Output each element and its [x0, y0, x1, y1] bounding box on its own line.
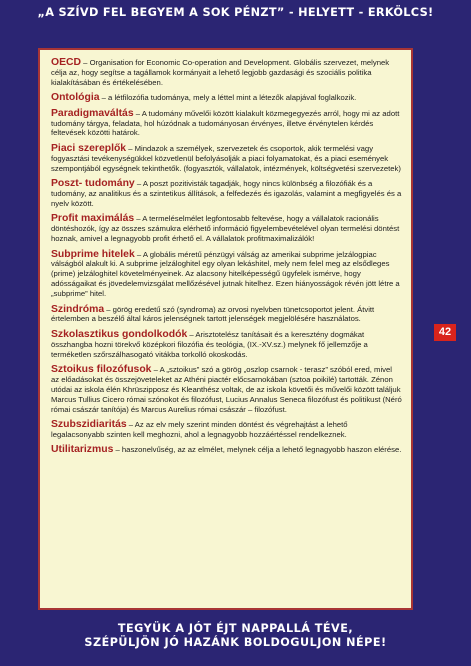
glossary-term: Szindróma	[51, 303, 105, 315]
glossary-term: Profit maximálás	[51, 213, 135, 225]
glossary-entry	[51, 93, 402, 103]
glossary-definition: – A termeléselmélet legfontosabb feltevése, hogy a vállalatok racionális döntéshozók, így az összes számukra elérhető információ figyelembevételével olyan termelési döntést hoznak, amivel a legnagyobb profit érhető el. A vállalatok profitmaximalizálók!	[51, 214, 400, 244]
glossary-entry	[51, 445, 402, 455]
glossary-term: Piaci szereplők	[51, 142, 127, 154]
glossary-term: Ontológia	[51, 92, 100, 104]
glossary-entry	[51, 214, 402, 244]
glossary-entry	[51, 420, 402, 440]
glossary-entry	[51, 179, 402, 209]
glossary-definition: – A globális méretű pénzügyi válság az amerikai subprime jelzálogpiac válságból alakult ki. A subprime jelzáloghitel egy olyan lekáshitel, mely nem felel meg az elsődleges (prime) jelzáloghitel követelményeinek. Az alacsony hitelképességű ügyfelek ismérve, hogy adósságaikat és jövedelemvizsgálat mellőzésével jutnak hitelhez. Ezen hiányosságok révén jött létre a „subprime” hitel.	[51, 249, 400, 299]
glossary-definition: – görög eredetű szó (syndroma) az orvosi nyelvben tünetcsoportot jelent. Átvitt értelemben a beszélő által káros jelenségnek tartott jelenségek megjelölésére használatos.	[51, 304, 375, 324]
glossary-term: Sztoikus filozófusok	[51, 364, 152, 376]
page-number-badge: 42	[434, 324, 456, 341]
glossary-term: Poszt- tudomány	[51, 178, 135, 190]
glossary-term: Szubszidiaritás	[51, 419, 127, 431]
glossary-term: Szkolasztikus gondolkodók	[51, 328, 188, 340]
glossary-definition: – A poszt pozitivisták tagadják, hogy nincs különbség a filozófiák és a tudomány, az analitikus és a szintetikus állítások, a felfedezés és igazolás, valamint a megfigyelés és a nyelv között.	[51, 179, 402, 208]
glossary-definition: – Az az elv mely szerint minden döntést és végrehajtást a lehető legalacsonyabb szinten kell meghozni, ahol a legnagyobb hozzáértéssel rendelkeznek.	[51, 420, 348, 439]
footer-slogan-line: SZÉPÜLJÖN JÓ HAZÁNK BOLDOGULJON NÉPE!	[84, 636, 387, 649]
glossary-definition: – A „sztoikus” szó a görög „oszlop csarnok - terasz” szóból ered, mivel az előadásokat és összejöveteleket az Athéni piactér előcsarnokában (sztoa poikilé) tartották. Zénon utódai az iskola élén Khrüszipposz és Kleanthész voltak, de az iskola követői és művelői között találjuk Marcus Tullius Cicero római szónokot és filozófust, Lucius Annalus Seneca filozófust és politikust (Néró római császár tanítója) és Marcus Aurelius római császár – filozófust.	[51, 365, 402, 414]
footer-slogan	[0, 622, 471, 650]
glossary-entry	[51, 109, 402, 139]
glossary-entry	[51, 58, 402, 88]
glossary-entry	[51, 250, 402, 300]
glossary-definition: – A tudomány művelői között kialakult közmegegyezés arról, hogy mi az adott tudomány tárgya, feladata, hol húzódnak a tudományosan érvényes, illetve érvénytelen kérdés feltevések közötti határok.	[51, 108, 400, 138]
glossary-term: OECD	[51, 57, 82, 68]
glossary-entry	[51, 365, 402, 415]
glossary-entry	[51, 305, 402, 325]
glossary-entry	[51, 144, 402, 174]
glossary-definition: – haszonelvűség, az az elmélet, melynek célja a lehető legnagyobb haszon elérése.	[113, 445, 402, 455]
glossary-definition: – Mindazok a személyek, szervezetek és csoportok, akik termelési vagy fogyasztási tevékenységükkel közvetlenül befolyásolják a piaci folyamatokat, és a piaci események szempontjából egységnek tekinthetők. (fogyasztók, vállalatok, intézmények, költségvetési szervezetek)	[51, 143, 401, 173]
glossary-definition: – Arisztotelész tanításait és a keresztény dogmákat összhangba hozni törekvő középkori filozófia és teológia, (IX.-XV.sz.) melynek fő jellemzője a terméketlen szőrszálhasogató vitákba torkolló okoskodás.	[51, 329, 368, 359]
glossary-definition: – a létfilozófia tudománya, mely a léttel mint a létezők alapjával foglalkozik.	[99, 93, 357, 103]
page-header-title: „A SZÍVD FEL BEGYEM A SOK PÉNZT” - HELYETT - ERKÖLCS!	[37, 6, 434, 19]
glossary-term: Utilitarizmus	[51, 444, 114, 456]
glossary-term: Subprime hitelek	[51, 248, 135, 260]
glossary-panel	[38, 48, 413, 610]
glossary-definition: – Organisation for Economic Co-operation and Development. Globális szervezet, melynek célja az, hogy segítse a tagállamok kormányait a lehető legjobb gazdasági és szociális politika kialakításában és értékelésében.	[51, 58, 390, 87]
glossary-entry	[51, 330, 402, 360]
glossary-term: Paradigmaváltás	[51, 107, 134, 119]
footer-slogan-line: TEGYÜK A JÓT ÉJT NAPPALLÁ TÉVE,	[117, 622, 354, 635]
